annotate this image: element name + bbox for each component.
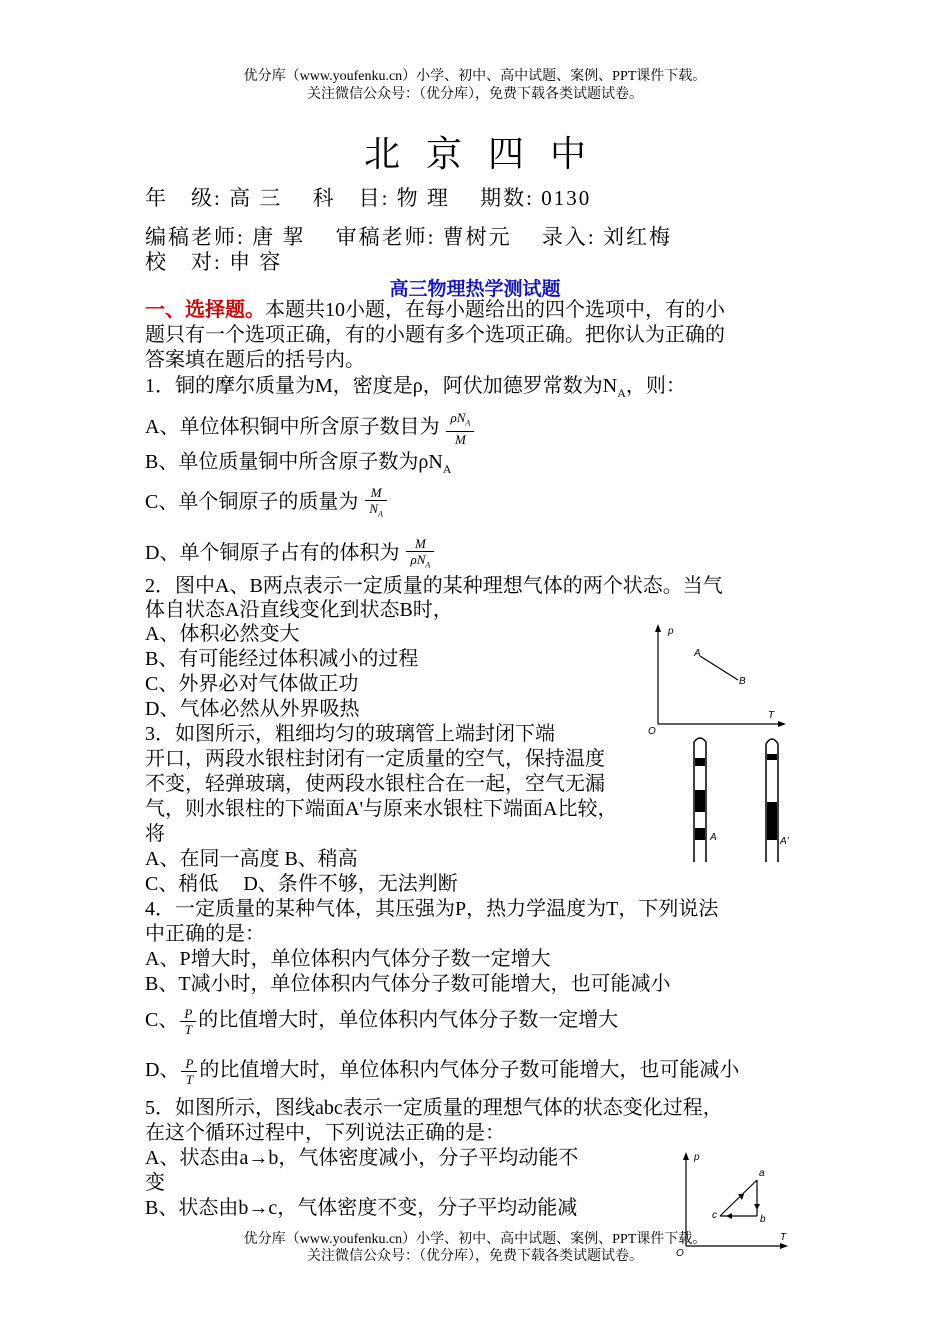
q2-stem-1: 2．图中A、B两点表示一定质量的某种理想气体的两个状态。当气 <box>145 575 723 597</box>
q5-bc-arrow <box>726 1213 732 1219</box>
q3-label-a: A <box>710 832 717 843</box>
q5-point-b: b <box>760 1214 766 1225</box>
q2-option-d: D、气体必然从外界吸热 <box>145 698 360 720</box>
q3-label-a-prime: A' <box>780 836 789 847</box>
q4-option-a: A、P增大时，单位体积内气体分子数一定增大 <box>145 948 551 970</box>
q2-ab-line <box>700 656 738 680</box>
q3-stem-4: 气，则水银柱的下端面A'与原来水银柱下端面A比较， <box>145 798 618 820</box>
school-title: 北京四中 <box>363 134 612 174</box>
q1-stem <box>145 374 686 406</box>
q3-tube-before <box>694 738 717 862</box>
q2-t-label: T <box>768 710 775 721</box>
q1-a-den: M <box>454 431 466 447</box>
q3-stem-2: 开口，两段水银柱封闭有一定质量的空气，保持温度 <box>145 748 605 770</box>
q3-stem-1: 3．如图所示，粗细均匀的玻璃管上端封闭下端 <box>145 723 555 745</box>
q3-tube-after <box>766 739 790 862</box>
q3-stem-3: 不变，轻弹玻璃，使两段水银柱合在一起，空气无漏 <box>145 773 605 795</box>
q1-d-fraction <box>406 536 434 573</box>
q1-stem-text: 1．铜的摩尔质量为M，密度是ρ，阿伏加德罗常数为N <box>145 375 618 397</box>
q2-option-b: B、有可能经过体积减小的过程 <box>145 648 419 670</box>
q1-c-fraction <box>365 485 387 522</box>
meta-grade-subject: 年 级: 高 三 科 目: 物 理 期数: 0130 <box>145 186 592 210</box>
q1-option-a <box>145 410 476 447</box>
footer-line-1: 优分库（www.youfenku.cn）小学、初中、高中试题、案例、PPT课件下载。 <box>243 1232 707 1247</box>
q1-option-d-text: D、单个铜原子占有的体积为 <box>145 541 400 564</box>
q3-mercury-1b <box>695 828 705 840</box>
q3-mercury-1a <box>695 790 705 812</box>
q5-origin-label: O <box>676 1248 684 1259</box>
q1-option-a-text: A、单位体积铜中所含原子数目为 <box>145 415 440 438</box>
q2-origin-label: O <box>648 726 656 737</box>
q1-a-num-sub: A <box>465 418 471 428</box>
q3-options-ab: A、在同一高度 B、稍高 <box>145 848 358 870</box>
q4-c-num: P <box>180 1006 196 1022</box>
q4-d-text: 的比值增大时，单位体积内气体分子数可能增大，也可能减小 <box>199 1059 740 1082</box>
q2-pt-diagram <box>640 620 790 740</box>
q1-stem-tail: ，则： <box>625 375 686 397</box>
meta-proofreader: 校 对: 申 容 <box>145 250 283 274</box>
q4-d-num: P <box>181 1056 197 1072</box>
q1-option-d <box>145 536 436 573</box>
q1-c-num: M <box>365 485 387 501</box>
q4-c-fraction <box>180 1006 196 1037</box>
test-subtitle: 高三物理热学测试题 <box>389 279 561 300</box>
q3-stem-5: 将 <box>145 823 165 845</box>
q2-t-arrow <box>778 721 786 727</box>
q5-stem-1: 5．如图所示，图线abc表示一定质量的理想气体的状态变化过程， <box>145 1097 723 1119</box>
q4-d-fraction <box>181 1056 197 1087</box>
q1-d-den: ρN <box>410 552 426 567</box>
q1-option-c-text: C、单个铜原子的质量为 <box>145 490 359 513</box>
q2-p-arrow <box>655 624 661 632</box>
q1-stem-sub: A <box>617 386 626 400</box>
q2-option-a: A、体积必然变大 <box>145 623 300 645</box>
q1-option-b <box>145 450 451 482</box>
q5-t-label: T <box>780 1232 787 1243</box>
section-label: 一、选择题。 <box>145 299 265 321</box>
q1-option-c <box>145 485 389 522</box>
q5-p-label: p <box>694 1152 700 1163</box>
section-intro <box>145 298 725 323</box>
q5-ab-arrow <box>754 1204 760 1210</box>
q5-point-c: c <box>712 1210 717 1221</box>
section-intro-2: 题只有一个选项正确，有的小题有多个选项正确。把你认为正确的 <box>145 324 725 346</box>
q4-c-den: T <box>184 1022 192 1037</box>
q1-d-den-sub: A <box>425 560 431 570</box>
q3-mercury-top-1 <box>695 758 705 766</box>
meta-editors: 编稿老师: 唐 挈 审稿老师: 曹树元 录入: 刘红梅 <box>145 225 673 249</box>
q1-c-den: N <box>369 501 379 516</box>
q4-option-c <box>145 1006 618 1037</box>
q1-option-b-text: B、单位质量铜中所含原子数为ρN <box>145 451 443 473</box>
q3-tube-diagram <box>680 732 800 868</box>
section-intro-3: 答案填在题后的括号内。 <box>145 349 365 371</box>
q4-d-prefix: D、 <box>145 1059 180 1082</box>
q4-d-den: T <box>185 1072 194 1087</box>
q5-option-b-1: B、状态由b→c，气体密度不变，分子平均动能减 <box>145 1197 578 1219</box>
q3-mercury-2 <box>767 802 777 840</box>
footer-line-2: 关注微信公众号：（优分库），免费下载各类试题试卷。 <box>307 1249 643 1264</box>
section-intro-1: 本题共10小题，在每小题给出的四个选项中，有的小 <box>265 299 725 321</box>
q2-option-c: C、外界必对气体做正功 <box>145 673 359 695</box>
q2-p-label: p <box>668 626 674 637</box>
q4-c-text: 的比值增大时，单位体积内气体分子数一定增大 <box>198 1009 619 1032</box>
q5-p-arrow <box>683 1152 689 1160</box>
q5-option-a-2: 变 <box>145 1172 165 1194</box>
q1-a-num: ρN <box>450 410 466 425</box>
q5-ca-line <box>720 1180 757 1216</box>
q3-options-cd: C、稍低 D、条件不够，无法判断 <box>145 873 458 895</box>
q4-c-prefix: C、 <box>145 1009 179 1032</box>
q4-option-d <box>145 1056 739 1087</box>
q5-stem-2: 在这个循环过程中，下列说法正确的是： <box>145 1122 505 1144</box>
q1-b-sub: A <box>442 462 452 476</box>
q1-c-den-sub: A <box>378 509 383 519</box>
q2-point-a: A <box>694 648 701 659</box>
q5-point-a: a <box>759 1168 765 1179</box>
q3-mercury-top-2 <box>767 754 777 760</box>
q4-stem-1: 4．一定质量的某种气体，其压强为P，热力学温度为T，下列说法 <box>145 898 719 920</box>
header-line-2: 关注微信公众号：（优分库），免费下载各类试题试卷。 <box>307 87 643 102</box>
q2-stem-2: 体自状态A沿直线变化到状态B时， <box>145 599 453 621</box>
header-line-1: 优分库（www.youfenku.cn）小学、初中、高中试题、案例、PPT课件下载。 <box>243 69 707 84</box>
q2-point-b: B <box>739 676 746 687</box>
q5-option-a-1: A、状态由a→b，气体密度减小，分子平均动能不 <box>145 1147 579 1169</box>
q1-a-fraction <box>446 410 474 447</box>
q1-d-num: M <box>406 536 434 552</box>
q4-option-b: B、T减小时，单位体积内气体分子数可能增大，也可能减小 <box>145 973 671 995</box>
q4-stem-2: 中正确的是： <box>145 923 265 945</box>
